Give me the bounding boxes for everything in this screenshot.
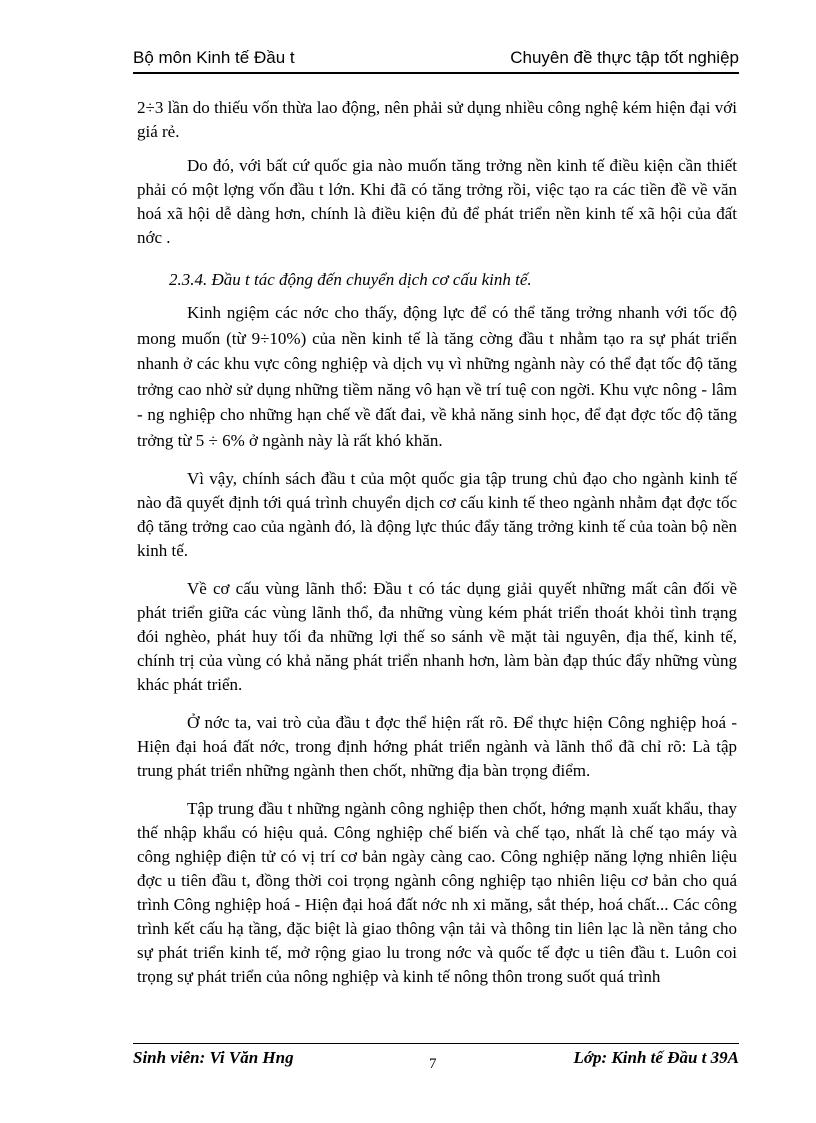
paragraph: Ở nớc ta, vai trò của đầu t đợc thể hiện rất rõ. Để thực hiện Công nghiệp hoá - Hiện đại hoá đất nớc, trong định hớng phát triển ngành và lãnh thổ đã chỉ rõ: Là tập trung phát triển những ngành then chốt, những địa bàn trọng điểm. xyxy=(137,713,737,780)
page-number: 7 xyxy=(429,1056,437,1072)
paragraph: Do đó, với bất cứ quốc gia nào muốn tăng trởng nền kinh tế điều kiện cần thiết phải có một lợng vốn đầu t lớn. Khi đã có tăng trởng rồi, việc tạo ra các tiền đề về văn hoá xã hội dễ dàng hơn, chính là điều kiện đủ để phát triển nền kinh tế xã hội của đất nớc . xyxy=(137,156,737,247)
document-body xyxy=(137,96,737,1003)
page-footer xyxy=(133,1046,739,1076)
header-title: Chuyên đề thực tập tốt nghiệp xyxy=(510,48,739,67)
paragraph: Tập trung đầu t những ngành công nghiệp then chốt, hớng mạnh xuất khẩu, thay thế nhập khẩu có hiệu quả. Công nghiệp chế biến và chế tạo, nhất là chế tạo máy và công nghiệp điện tử có vị trí cơ bản ngày càng cao. Công nghiệp năng lợng nhiên liệu đợc u tiên đầu t, đồng thời coi trọng ngành công nghiệp tạo nhiên liệu cơ bản cho quá trình Công nghiệp hoá - Hiện đại hoá đất nớc nh xi măng, sắt thép, hoá chất... Các công trình kết cấu hạ tầng, đặc biệt là giao thông vận tải và thông tin liên lạc là nền tảng cho sự phát triển kinh tế, mở rộng giao lu trong nớc và quốc tế đợc u tiên đầu t. Luôn coi trọng sự phát triển của nông nghiệp và kinh tế nông thôn trong suốt quá trình xyxy=(137,799,737,986)
footer-divider xyxy=(133,1043,739,1044)
section-heading: 2.3.4. Đầu t tác động đến chuyển dịch cơ cấu kinh tế. xyxy=(169,270,532,289)
footer-class: Lớp: Kinh tế Đầu t 39A xyxy=(573,1048,739,1067)
paragraph: Vì vậy, chính sách đầu t của một quốc gia tập trung chủ đạo cho ngành kinh tế nào đã quyết định tới quá trình chuyển dịch cơ cấu kinh tế theo ngành nhằm đạt đợc tốc độ tăng trởng cao của ngành đó, là động lực thúc đẩy tăng trởng kinh tế của toàn bộ nền kinh tế. xyxy=(137,469,737,560)
paragraph-continuation: 2÷3 lần do thiếu vốn thừa lao động, nên phải sử dụng nhiều công nghệ kém hiện đại với giá rẻ. xyxy=(137,98,737,141)
footer-student: Sinh viên: Vi Văn Hng xyxy=(133,1048,294,1067)
page-header xyxy=(133,44,739,74)
paragraph: Về cơ cấu vùng lãnh thổ: Đầu t có tác dụng giải quyết những mất cân đối về phát triển giữa các vùng lãnh thổ, đa những vùng kém phát triển thoát khỏi tình trạng đói nghèo, phát huy tối đa những lợi thế so sánh về mặt tài nguyên, địa thế, kinh tế, chính trị của vùng có khả năng phát triển nhanh hơn, làm bàn đạp thúc đẩy những vùng khác phát triển. xyxy=(137,579,737,694)
paragraph: Kinh ngiệm các nớc cho thấy, động lực để có thể tăng trởng nhanh với tốc độ mong muốn (từ 9÷10%) của nền kinh tế là tăng cờng đầu t nhằm tạo ra sự phát triển nhanh ở các khu vực công nghiệp và dịch vụ vì những ngành này có thể đạt tốc độ tăng trởng cao nhờ sử dụng những tiềm năng vô hạn về trí tuệ con ngời. Khu vực nông - lâm - ng nghiệp cho những hạn chế về đất đai, về khả năng sinh học, để đạt đợc tốc độ tăng trởng từ 5 ÷ 6% ở ngành này là rất khó khăn. xyxy=(137,303,737,450)
header-department: Bộ môn Kinh tế Đầu t xyxy=(133,48,295,67)
